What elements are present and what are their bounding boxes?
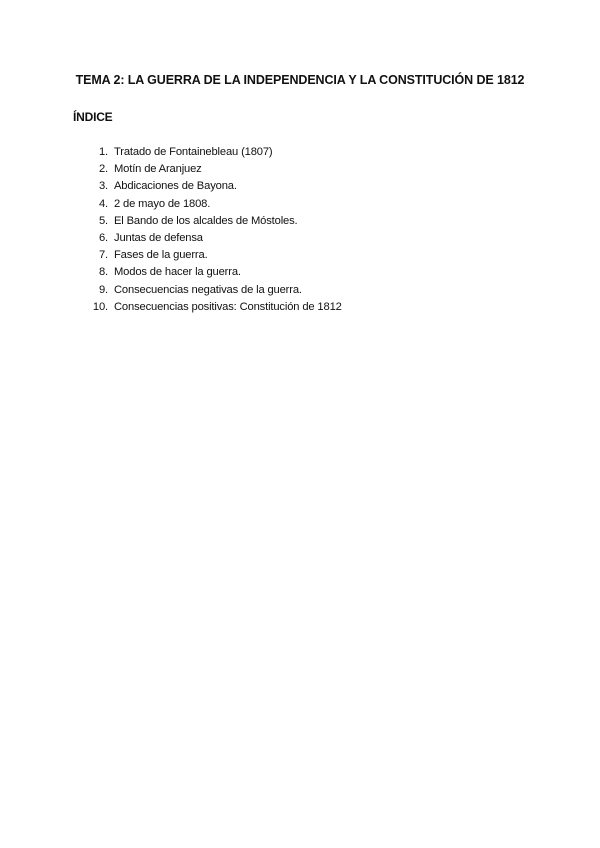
- index-item: [85, 247, 342, 264]
- index-item-text: Abdicaciones de Bayona.: [114, 180, 237, 193]
- index-item-text: Fases de la guerra.: [114, 249, 208, 262]
- index-item-number: 8.: [98, 266, 108, 279]
- index-item: [85, 213, 342, 230]
- index-item-text: Tratado de Fontainebleau (1807): [114, 146, 273, 158]
- index-item-text: Juntas de defensa: [114, 231, 203, 244]
- index-item-number: 1.: [98, 146, 108, 158]
- index-item: [85, 161, 342, 178]
- index-item-text: El Bando de los alcaldes de Móstoles.: [114, 214, 298, 227]
- index-item: [85, 196, 342, 213]
- index-item: [85, 264, 342, 281]
- index-item: [85, 299, 342, 316]
- index-item-number: 7.: [98, 249, 108, 262]
- index-item-number: 10.: [92, 300, 108, 313]
- index-item-number: 6.: [98, 231, 108, 244]
- index-list: [85, 144, 342, 316]
- index-item-text: 2 de mayo de 1808.: [114, 197, 211, 210]
- index-item-number: 9.: [98, 283, 108, 296]
- index-item-text: Motín de Aranjuez: [114, 163, 202, 176]
- index-item-number: 2.: [98, 163, 108, 176]
- document-title: TEMA 2: LA GUERRA DE LA INDEPENDENCIA Y LA CONSTITUCIÓN DE 1812: [75, 73, 525, 87]
- index-item-number: 5.: [98, 214, 108, 227]
- index-heading: ÍNDICE: [73, 110, 113, 124]
- index-item: [85, 282, 342, 299]
- index-item: [85, 144, 342, 161]
- index-item-text: Modos de hacer la guerra.: [114, 266, 241, 279]
- index-item: [85, 230, 342, 247]
- index-item-text: Consecuencias negativas de la guerra.: [114, 283, 302, 296]
- index-item: [85, 178, 342, 195]
- index-item-number: 4.: [98, 197, 108, 210]
- index-item-text: Consecuencias positivas: Constitución de 1812: [114, 300, 342, 313]
- index-item-number: 3.: [98, 180, 108, 193]
